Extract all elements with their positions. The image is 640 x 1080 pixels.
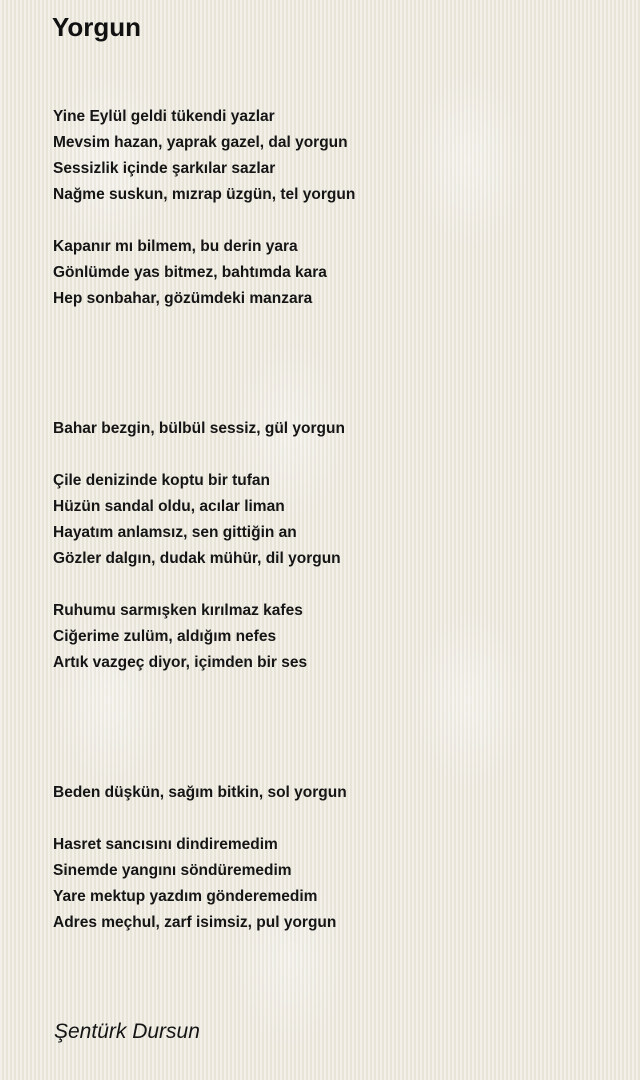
poem-line: Gönlümde yas bitmez, bahtımda kara: [53, 264, 327, 281]
stanza-gap: [53, 676, 613, 780]
poem-line: Hayatım anlamsız, sen gittiğin an: [53, 524, 297, 541]
stanza-gap: [53, 208, 613, 234]
poem-line: Nağme suskun, mızrap üzgün, tel yorgun: [53, 186, 356, 203]
poem-line: Hasret sancısını dindiremedim: [53, 836, 278, 853]
stanza-1: [53, 104, 613, 208]
stanza-6: [53, 780, 613, 806]
poem-line: Mevsim hazan, yaprak gazel, dal yorgun: [53, 134, 348, 151]
poem-line: Adres meçhul, zarf isimsiz, pul yorgun: [53, 914, 337, 931]
poem-line: Hep sonbahar, gözümdeki manzara: [53, 290, 313, 307]
poem-author: Şentürk Dursun: [54, 1020, 200, 1043]
stanza-4: [53, 468, 613, 572]
poem-line: Ciğerime zulüm, aldığım nefes: [53, 628, 277, 645]
poem-line: Yare mektup yazdım gönderemedim: [53, 888, 318, 905]
poem-line: Yine Eylül geldi tükendi yazlar: [53, 108, 275, 125]
stanza-gap: [53, 442, 613, 468]
stanza-gap: [53, 806, 613, 832]
poem-line: Hüzün sandal oldu, acılar liman: [53, 498, 285, 515]
stanza-5: [53, 598, 613, 676]
poem-line: Bahar bezgin, bülbül sessiz, gül yorgun: [53, 420, 345, 437]
poem-line: Kapanır mı bilmem, bu derin yara: [53, 238, 298, 255]
stanza-3: [53, 416, 613, 442]
poem-line: Sessizlik içinde şarkılar sazlar: [53, 160, 276, 177]
stanza-gap: [53, 312, 613, 416]
stanza-7: [53, 832, 613, 936]
poem-line: Sinemde yangını söndüremedim: [53, 862, 292, 879]
stanza-2: [53, 234, 613, 312]
stanza-gap: [53, 572, 613, 598]
poem-title: Yorgun: [52, 12, 142, 42]
poem-line: Beden düşkün, sağım bitkin, sol yorgun: [53, 784, 347, 801]
poem-line: Gözler dalgın, dudak mühür, dil yorgun: [53, 550, 341, 567]
poem-line: Çile denizinde koptu bir tufan: [53, 472, 270, 489]
poem-line: Ruhumu sarmışken kırılmaz kafes: [53, 602, 303, 619]
poem-line: Artık vazgeç diyor, içimden bir ses: [53, 654, 308, 671]
poem-body: [53, 104, 613, 936]
